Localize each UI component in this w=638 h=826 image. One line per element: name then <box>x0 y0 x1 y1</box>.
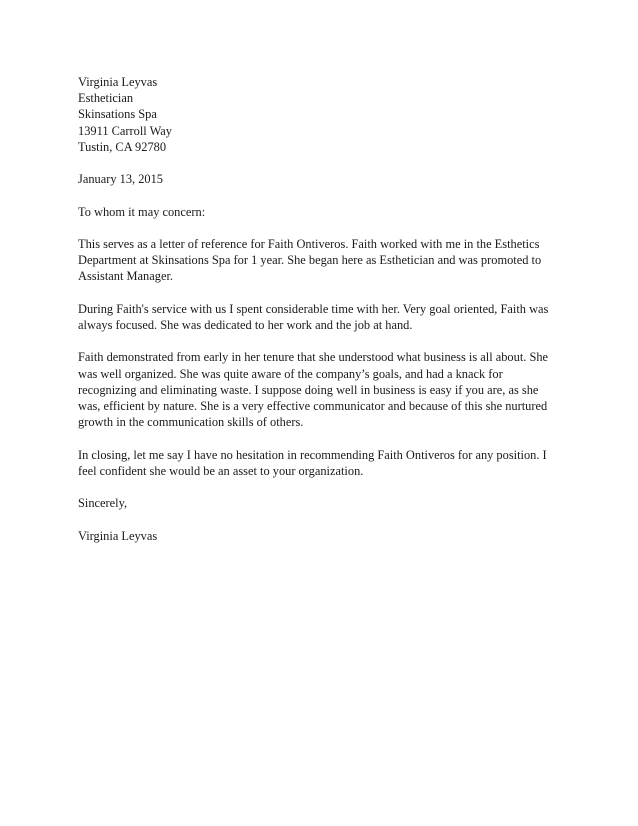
date-text: January 13, 2015 <box>78 172 163 187</box>
salutation <box>78 204 568 220</box>
paragraph-line: was, efficient by nature. She is a very effective communicator and because of this she nurtured <box>78 398 548 413</box>
closing-text: Sincerely, <box>78 496 128 511</box>
paragraph-line: recognizing and eliminating waste. I suppose doing well in business is easy if you are, as she <box>78 382 539 397</box>
letter-date <box>78 171 568 187</box>
closing <box>78 495 568 511</box>
body-paragraph-4 <box>78 447 568 479</box>
paragraph-line: During Faith's service with us I spent considerable time with her. Very goal oriented, Faith was <box>78 301 549 316</box>
paragraph-line: In closing, let me say I have no hesitation in recommending Faith Ontiveros for any position. I <box>78 447 547 462</box>
sender-company: Skinsations Spa <box>78 107 157 122</box>
sender-title: Esthetician <box>78 91 134 106</box>
sender-street: 13911 Carroll Way <box>78 123 172 138</box>
sender-name: Virginia Leyvas <box>78 75 158 89</box>
salutation-text: To whom it may concern: <box>78 204 206 219</box>
sender-city-state-zip: Tustin, CA 92780 <box>78 139 167 154</box>
paragraph-line: feel confident she would be an asset to your organization. <box>78 463 364 478</box>
paragraph-line: Department at Skinsations Spa for 1 year. She began here as Esthetician and was promoted to <box>78 253 542 268</box>
body-paragraph-2 <box>78 301 568 333</box>
signature <box>78 528 568 544</box>
signature-name: Virginia Leyvas <box>78 528 158 543</box>
body-paragraph-3 <box>78 349 568 430</box>
paragraph-line: This serves as a letter of reference for Faith Ontiveros. Faith worked with me in the Esthetics <box>78 236 540 251</box>
paragraph-line: was well organized. She was quite aware of the company’s goals, and had a knack for <box>78 366 503 381</box>
body-paragraph-1 <box>78 236 568 285</box>
paragraph-line: always focused. She was dedicated to her work and the job at hand. <box>78 317 413 332</box>
paragraph-line: Faith demonstrated from early in her tenure that she understood what business is all about. She <box>78 350 549 365</box>
sender-address-block <box>78 74 568 155</box>
reference-letter <box>78 74 568 560</box>
paragraph-line: Assistant Manager. <box>78 269 173 284</box>
paragraph-line: growth in the communication skills of others. <box>78 415 304 430</box>
